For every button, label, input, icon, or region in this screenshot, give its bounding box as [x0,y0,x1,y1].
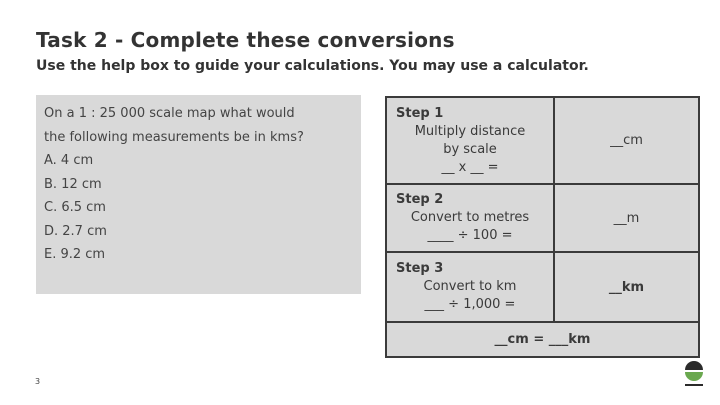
question-line: the following measurements be in kms? [44,129,304,145]
school-logo-icon [683,358,705,388]
question-option-a: A. 4 cm [44,153,94,168]
help-row-step-1 [386,97,699,184]
help-row-step-2 [386,184,699,252]
step-3-line: Convert to km [423,279,517,294]
step-1-line: Multiply distance [414,123,526,139]
step-3-answer: __km [554,252,699,322]
step-1-line: by scale [443,141,497,157]
question-line: On a 1 : 25 000 scale map what would [44,106,295,121]
slide-subtitle: Use the help box to guide your calculations. You may use a calculator. [36,58,589,74]
step-1-cell [386,97,554,184]
step-2-cell [386,184,554,252]
question-box [36,95,361,294]
help-row-summary [386,322,699,357]
step-1-answer: __cm [554,97,699,184]
help-box-table [385,96,700,358]
slide-title: Task 2 - Complete these conversions [36,28,455,52]
step-1-title: Step 1 [396,105,444,121]
question-option-d: D. 2.7 cm [44,223,107,239]
step-2-answer: __m [554,184,699,252]
help-row-step-3 [386,252,699,322]
step-3-title: Step 3 [396,261,444,276]
question-option-e: E. 9.2 cm [44,247,106,262]
summary-cell: __cm = ___km [386,322,699,357]
question-option-c: C. 6.5 cm [44,200,106,215]
page-number: 3 [35,377,41,386]
step-3-line: ___ ÷ 1,000 = [424,297,516,312]
step-2-title: Step 2 [396,192,444,207]
step-2-line: Convert to metres [410,210,530,225]
step-1-line: __ x __ = [441,159,499,175]
step-3-cell [386,252,554,322]
step-2-line: ____ ÷ 100 = [427,228,513,243]
question-option-b: B. 12 cm [44,176,102,192]
